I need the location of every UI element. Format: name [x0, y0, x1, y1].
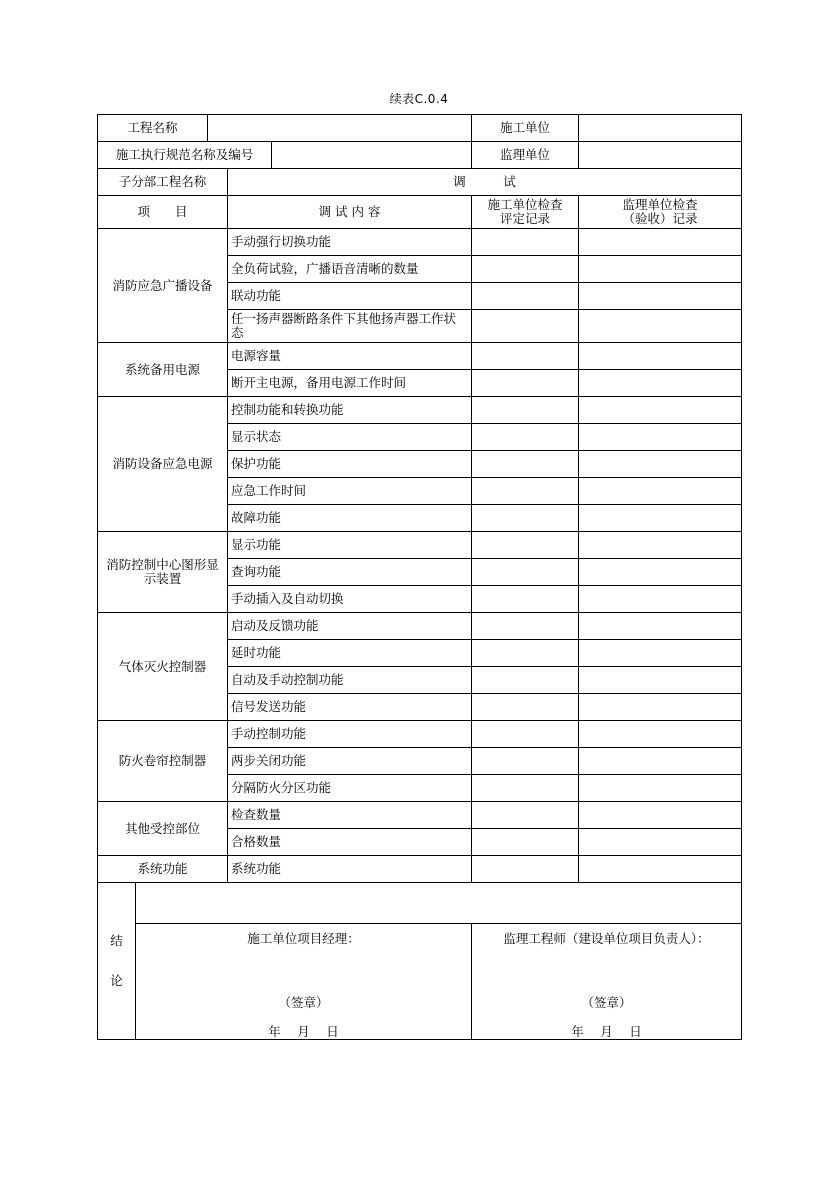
- supervision-record-cell[interactable]: [579, 451, 742, 478]
- table-row: [98, 397, 742, 424]
- sub-project-value: 调 试: [228, 169, 742, 196]
- supervision-record-cell[interactable]: [579, 694, 742, 721]
- table-row: [98, 532, 742, 559]
- construction-record-cell[interactable]: [472, 343, 579, 370]
- supervision-record-cell[interactable]: [579, 505, 742, 532]
- construction-record-cell[interactable]: [472, 424, 579, 451]
- test-item: 手动强行切换功能: [228, 229, 472, 256]
- supervision-record-cell[interactable]: [579, 343, 742, 370]
- construction-check-line-1: 施工单位检查: [487, 197, 563, 212]
- test-item: 控制功能和转换功能: [228, 397, 472, 424]
- test-item: 启动及反馈功能: [228, 613, 472, 640]
- construction-record-cell[interactable]: [472, 229, 579, 256]
- supervision-record-cell[interactable]: [579, 667, 742, 694]
- test-item: 手动控制功能: [228, 721, 472, 748]
- group-name: 气体灭火控制器: [98, 613, 228, 721]
- construction-seal-label: （签章）: [278, 995, 329, 1010]
- supervision-record-cell[interactable]: [579, 256, 742, 283]
- supervision-record-cell[interactable]: [579, 856, 742, 883]
- construction-record-cell[interactable]: [472, 613, 579, 640]
- supervision-record-cell[interactable]: [579, 397, 742, 424]
- supervision-seal-label: （签章）: [581, 995, 632, 1010]
- column-header-content: 调 试 内 容: [228, 196, 472, 229]
- test-item: 信号发送功能: [228, 694, 472, 721]
- test-item: 电源容量: [228, 343, 472, 370]
- table-row: [98, 229, 742, 256]
- test-item: 断开主电源，备用电源工作时间: [228, 370, 472, 397]
- supervision-record-cell[interactable]: [579, 775, 742, 802]
- supervision-record-cell[interactable]: [579, 370, 742, 397]
- test-item: 查询功能: [228, 559, 472, 586]
- table-row: [98, 856, 742, 883]
- group-name: 其他受控部位: [98, 802, 228, 856]
- test-item: 自动及手动控制功能: [228, 667, 472, 694]
- column-header-item: 项 目: [98, 196, 228, 229]
- supervision-record-cell[interactable]: [579, 478, 742, 505]
- construction-record-cell[interactable]: [472, 559, 579, 586]
- construction-record-cell[interactable]: [472, 478, 579, 505]
- test-item: 合格数量: [228, 829, 472, 856]
- group-name: 系统功能: [98, 856, 228, 883]
- construction-sign-cell[interactable]: [136, 924, 472, 1040]
- test-item: 保护功能: [228, 451, 472, 478]
- construction-record-cell[interactable]: [472, 310, 579, 343]
- supervision-record-cell[interactable]: [579, 586, 742, 613]
- project-name-label: 工程名称: [98, 115, 208, 142]
- header-row-spec: [98, 142, 742, 169]
- sub-project-label: 子分部工程名称: [98, 169, 228, 196]
- group-name: 消防设备应急电源: [98, 397, 228, 532]
- group-name: 防火卷帘控制器: [98, 721, 228, 802]
- project-name-field[interactable]: [208, 115, 472, 142]
- construction-record-cell[interactable]: [472, 667, 579, 694]
- column-header-supervision-check: [579, 196, 742, 229]
- construction-date-label: 年 月 日: [268, 1024, 339, 1039]
- test-item: 系统功能: [228, 856, 472, 883]
- supervision-record-cell[interactable]: [579, 283, 742, 310]
- table-row: [98, 721, 742, 748]
- construction-record-cell[interactable]: [472, 532, 579, 559]
- group-name: 系统备用电源: [98, 343, 228, 397]
- test-item: 显示状态: [228, 424, 472, 451]
- construction-record-cell[interactable]: [472, 640, 579, 667]
- supervision-record-cell[interactable]: [579, 559, 742, 586]
- supervision-record-cell[interactable]: [579, 640, 742, 667]
- inspection-form-table: [97, 114, 742, 1040]
- test-item: 联动功能: [228, 283, 472, 310]
- construction-record-cell[interactable]: [472, 505, 579, 532]
- construction-record-cell[interactable]: [472, 397, 579, 424]
- supervision-record-cell[interactable]: [579, 802, 742, 829]
- test-item: 任一扬声器断路条件下其他扬声器工作状态: [228, 310, 472, 343]
- test-item: 显示功能: [228, 532, 472, 559]
- construction-record-cell[interactable]: [472, 256, 579, 283]
- supervision-unit-label: 监理单位: [472, 142, 579, 169]
- test-item: 全负荷试验，广播语音清晰的数量: [228, 256, 472, 283]
- test-item: 检查数量: [228, 802, 472, 829]
- spec-field[interactable]: [272, 142, 472, 169]
- supervision-record-cell[interactable]: [579, 310, 742, 343]
- test-item: 手动插入及自动切换: [228, 586, 472, 613]
- construction-record-cell[interactable]: [472, 694, 579, 721]
- group-name: 消防应急广播设备: [98, 229, 228, 343]
- test-item: 分隔防火分区功能: [228, 775, 472, 802]
- column-header-row: [98, 196, 742, 229]
- conclusion-remark-field[interactable]: [136, 883, 742, 924]
- header-row-project: [98, 115, 742, 142]
- conclusion-label-char-1: 结: [110, 933, 123, 948]
- spec-label: 施工执行规范名称及编号: [98, 142, 272, 169]
- header-row-subproject: [98, 169, 742, 196]
- construction-record-cell[interactable]: [472, 721, 579, 748]
- construction-manager-label: 施工单位项目经理：: [247, 931, 360, 946]
- supervision-check-line-2: （验收）记录: [622, 211, 698, 226]
- supervision-record-cell[interactable]: [579, 229, 742, 256]
- column-header-construction-check: [472, 196, 579, 229]
- table-row: [98, 802, 742, 829]
- supervision-date-label: 年 月 日: [571, 1024, 642, 1039]
- supervision-check-line-1: 监理单位检查: [622, 197, 698, 212]
- construction-check-line-2: 评定记录: [500, 211, 551, 226]
- table-row: [98, 613, 742, 640]
- table-caption: 续表C.0.4: [389, 92, 449, 106]
- construction-record-cell[interactable]: [472, 586, 579, 613]
- supervision-unit-field[interactable]: [579, 142, 742, 169]
- construction-record-cell[interactable]: [472, 283, 579, 310]
- construction-record-cell[interactable]: [472, 802, 579, 829]
- construction-record-cell[interactable]: [472, 370, 579, 397]
- supervision-record-cell[interactable]: [579, 748, 742, 775]
- conclusion-remark-row: [98, 883, 742, 924]
- test-item: 故障功能: [228, 505, 472, 532]
- supervision-record-cell[interactable]: [579, 613, 742, 640]
- supervision-record-cell[interactable]: [579, 532, 742, 559]
- test-item: 应急工作时间: [228, 478, 472, 505]
- construction-record-cell[interactable]: [472, 451, 579, 478]
- supervision-record-cell[interactable]: [579, 721, 742, 748]
- supervision-sign-cell[interactable]: [472, 924, 742, 1040]
- construction-record-cell[interactable]: [472, 829, 579, 856]
- construction-unit-label: 施工单位: [472, 115, 579, 142]
- supervision-record-cell[interactable]: [579, 829, 742, 856]
- construction-record-cell[interactable]: [472, 775, 579, 802]
- table-row: [98, 343, 742, 370]
- conclusion-label-char-2: 论: [110, 973, 123, 988]
- conclusion-sign-row: [98, 924, 742, 1040]
- supervision-engineer-label: 监理工程师（建设单位项目负责人）：: [503, 931, 710, 946]
- group-name: 消防控制中心图形显示装置: [98, 532, 228, 613]
- construction-unit-field[interactable]: [579, 115, 742, 142]
- conclusion-label: [98, 883, 136, 1040]
- supervision-record-cell[interactable]: [579, 424, 742, 451]
- construction-record-cell[interactable]: [472, 856, 579, 883]
- construction-record-cell[interactable]: [472, 748, 579, 775]
- test-item: 延时功能: [228, 640, 472, 667]
- test-item: 两步关闭功能: [228, 748, 472, 775]
